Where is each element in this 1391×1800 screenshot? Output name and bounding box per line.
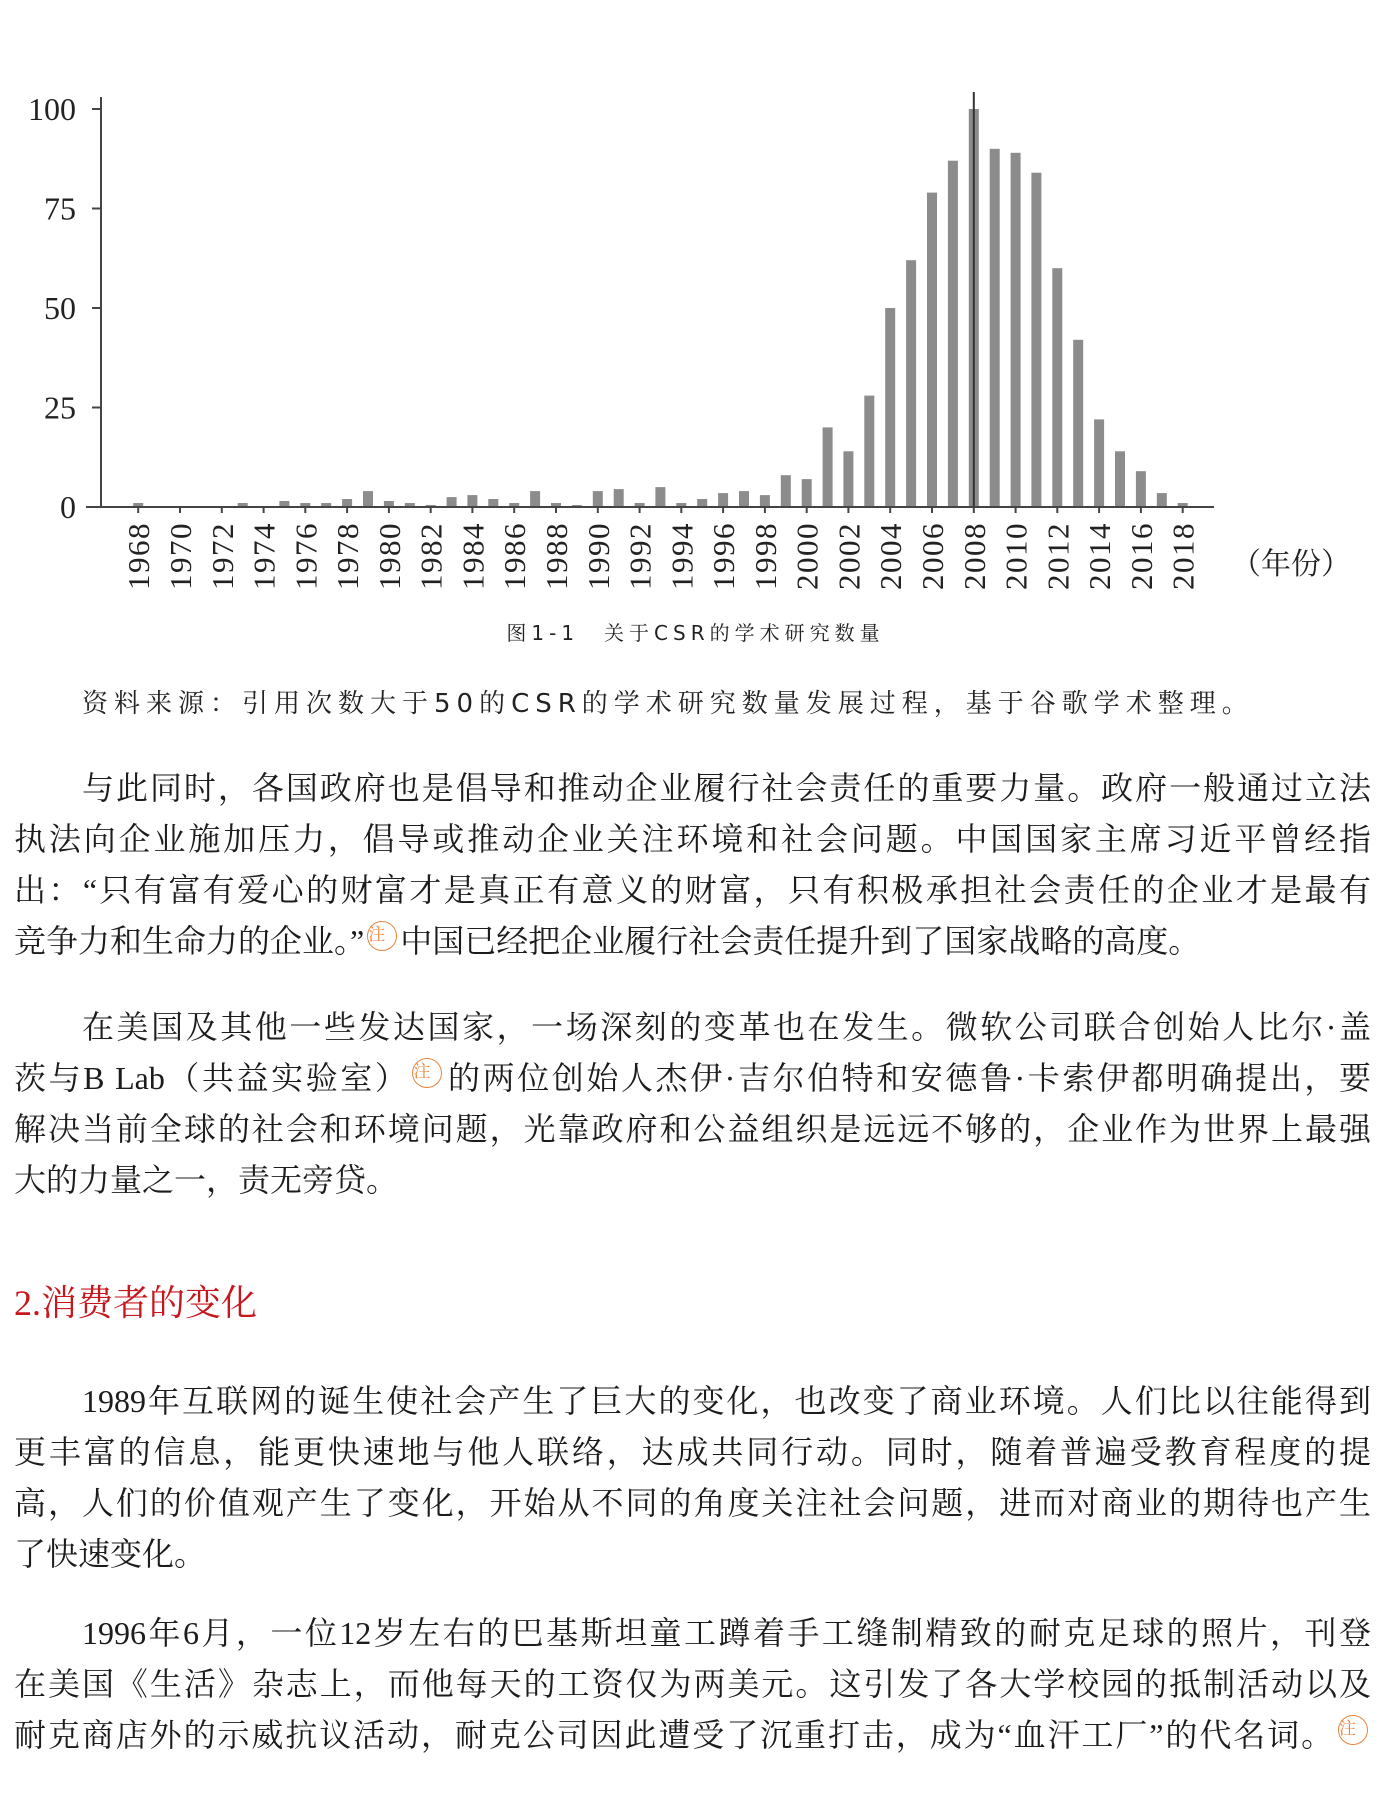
x-tick-label: 2012 [1040,522,1076,590]
text-segment: 的两位创始人杰伊·吉尔伯特和安德鲁·卡索伊都明确提出，要 [445,1060,1371,1096]
x-tick-label: 2008 [956,522,992,591]
text-line [14,1710,1371,1761]
x-tick-label: 1998 [747,522,783,590]
x-tick-label: 2016 [1123,522,1159,590]
bar [342,499,352,507]
bar [697,499,707,507]
x-tick-label: 1986 [497,522,533,590]
text-line: 与此同时，各国政府也是倡导和推动企业履行社会责任的重要力量。政府一般通过立法 [82,770,1371,806]
bar [363,491,373,507]
bar [927,193,937,507]
text-line: 解决当前全球的社会和环境问题，光靠政府和公益组织是远远不够的，企业作为世界上最强 [14,1111,1371,1147]
x-tick-label: 1990 [580,522,616,590]
bar [1052,268,1062,507]
footnote-icon[interactable] [367,921,397,951]
bars [133,109,1188,507]
bar [1157,493,1167,507]
bar [488,499,498,507]
paragraph [14,763,1371,967]
bar [739,491,749,507]
bar [802,479,812,507]
bar [1094,419,1104,507]
bar [760,495,770,507]
bar [906,260,916,507]
text-segment: 耐克商店外的示威抗议活动，耐克公司因此遭受了沉重打击，成为“血汗工厂”的代名词。 [14,1717,1335,1753]
x-tick-label: 1996 [706,522,742,590]
bar [467,495,477,507]
text-line: 在美国《生活》杂志上，而他每天的工资仅为两美元。这引发了各大学校园的抵制活动以及 [14,1666,1371,1702]
x-tick-label: 1974 [246,522,282,590]
footnote-icon-label: 注 [413,1061,431,1082]
x-tick-label: 1968 [121,522,157,590]
bar [843,451,853,507]
x-ticks [121,507,1201,590]
text-line: 大的力量之一，责无旁贷。 [14,1162,399,1198]
bar [1011,153,1021,507]
figure-source: 资料来源：引用次数大于50的CSR的学术研究数量发展过程，基于谷歌学术整理。 [82,689,1254,719]
footnote-icon-label: 注 [368,924,386,945]
y-tick-label: 0 [60,489,76,525]
bar [655,487,665,507]
x-tick-label: 2002 [831,522,867,590]
x-tick-label: 1970 [163,522,198,590]
paragraph [14,1376,1371,1580]
text-segment: 竞争力和生命力的企业。” [14,923,365,959]
bar [1115,451,1125,507]
bar-chart [0,0,1391,610]
bar [1073,340,1083,507]
paragraph [14,1608,1371,1761]
text-segment: 中国已经把企业履行社会责任提升到了国家战略的高度。 [400,923,1201,959]
x-tick-label: 1992 [622,522,658,590]
x-tick-label: 2006 [915,522,950,590]
bar [530,491,540,507]
footnote-icon-label: 注 [1339,1718,1356,1739]
x-tick-label: 2000 [789,522,825,590]
bar [1031,173,1041,507]
footnote-icon[interactable] [1338,1715,1368,1745]
text-line: 出：“只有富有爱心的财富才是真正有意义的财富，只有积极承担社会责任的企业才是最有 [14,872,1371,908]
text-segment: 茨与B Lab（共益实验室） [14,1060,410,1096]
text-line: 执法向企业施加压力，倡导或推动企业关注环境和社会问题。中国国家主席习近平曾经指 [14,821,1371,857]
bar [447,497,457,507]
x-axis-unit-label: （年份） [1231,548,1351,581]
bar [593,491,603,507]
y-tick-label: 25 [44,389,76,426]
bar [990,149,1000,507]
section-heading: 2.消费者的变化 [14,1283,258,1323]
bar [718,493,728,507]
text-line: 在美国及其他一些发达国家，一场深刻的变革也在发生。微软公司联合创始人比尔·盖 [82,1009,1371,1045]
x-tick-label: 1984 [455,522,491,590]
y-tick-label: 50 [44,290,76,326]
x-tick-label: 1994 [664,522,700,590]
bar [781,475,791,507]
x-tick-label: 2004 [873,522,909,590]
footnote-icon[interactable] [412,1058,442,1088]
bar [1136,471,1146,507]
x-tick-label: 1980 [371,522,407,590]
x-tick-label: 1988 [539,522,574,590]
bar [823,427,833,507]
paragraph [14,1002,1371,1206]
bar [885,308,895,507]
text-line [14,916,1371,967]
x-tick-label: 2018 [1165,522,1201,590]
x-tick-label: 1976 [288,522,324,590]
y-tick-label: 100 [28,91,76,127]
bar [864,396,874,507]
bar [948,161,958,507]
text-line [14,1053,1371,1104]
text-line: 1996年6月，一位12岁左右的巴基斯坦童工蹲着手工缝制精致的耐克足球的照片，刊登 [82,1615,1371,1651]
x-tick-label: 1978 [330,522,366,590]
x-tick-label: 1982 [413,522,449,590]
text-line: 了快速变化。 [14,1536,207,1572]
text-line: 更丰富的信息，能更快速地与他人联络，达成共同行动。同时，随着普遍受教育程度的提 [14,1434,1371,1470]
x-tick-label: 1972 [204,522,240,590]
figure-caption: 图1-1 关于CSR的学术研究数量 [506,621,885,645]
text-line: 1989年互联网的诞生使社会产生了巨大的变化，也改变了商业环境。人们比以往能得到 [82,1383,1371,1419]
x-tick-label: 2010 [998,522,1034,590]
bar [614,489,624,507]
text-line: 高，人们的价值观产生了变化，开始从不同的角度关注社会问题，进而对商业的期待也产生 [14,1485,1371,1521]
y-tick-label: 75 [44,190,76,227]
y-ticks [28,91,101,525]
x-tick-label: 2014 [1082,522,1118,590]
